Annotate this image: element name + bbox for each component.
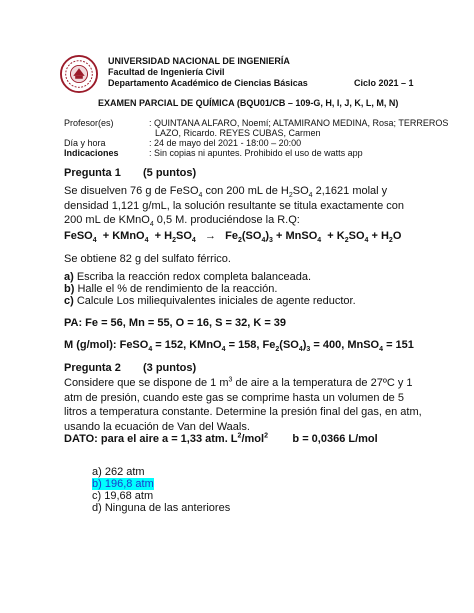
option-b-text: b) 196,8 atm (92, 478, 154, 490)
constant-b: b = 0,0366 L/mol (292, 433, 378, 445)
university-name: UNIVERSIDAD NACIONAL DE INGENIERÍA (108, 56, 290, 66)
sub-question-a-letter: a) (64, 271, 74, 283)
question-2-statement: Considere que se dispone de 1 $m^3$ de aire a la temperatura de 27ºC y 1 atm de presión, cuando este gas se comprime hasta un volumen de 5 litros a temperatura constante. Determine la presión final del gas, en atm, usando la ecuación de Van del Waals. (64, 376, 422, 433)
cycle-label: Ciclo 2021 – 1 (354, 78, 414, 88)
molecular-weights: M (g/mol): FeSO$_4$ = 152, KMnO$_4$ = 158, $Fe_2(SO_4)_3 = 400$, MnSO$_4$ = 151 (64, 339, 414, 354)
sub-question-c (64, 294, 356, 308)
date-value: : 24 de mayo del 2021 - 18:00 – 20:00 (149, 138, 302, 148)
university-seal-logo (60, 55, 98, 93)
faculty-name: Facultad de Ingeniería Civil (108, 67, 225, 77)
question-1-statement: Se disuelven 76 g de FeSO$_4$ con 200 mL de $H_2SO_4$ 2,1621 molal y densidad 1,121 g/mL, la solución resultante se titula exactamente con 200 mL de KMnO$_4$ 0,5 M. produciéndose la R.Q: (64, 185, 404, 229)
indications-value: : Sin copias ni apuntes. Prohibido el uso de watts app (149, 148, 363, 158)
sub-question-b-text: Halle el % de rendimiento de la reacción. (74, 283, 278, 295)
option-a: a) 262 atm (92, 466, 145, 478)
option-c: c) 19,68 atm (92, 490, 154, 502)
sub-question-c-letter: c) (64, 295, 74, 307)
obtained-mass-text: Se obtiene 82 g del sulfato férrico. (64, 253, 231, 265)
sub-question-b-letter: b) (64, 283, 75, 295)
question-2-points: (3 puntos) (143, 362, 197, 374)
vanderwaals-constants: DATO: para el aire a = 1,33 atm. $L^2/mol^2$ b = 0,0366 L/mol (64, 432, 378, 445)
professors-value-line1: : QUINTANA ALFARO, Noemí; ALTAMIRANO MEDINA, Rosa; TERREROS (149, 118, 449, 128)
department-name: Departamento Académico de Ciencias Básicas (108, 78, 308, 88)
option-d: d) Ninguna de las anteriores (92, 502, 231, 514)
question-2-heading: Pregunta 2 (64, 362, 121, 374)
date-label: Día y hora (64, 138, 106, 148)
professors-value-line2: LAZO, Ricardo. REYES CUBAS, Carmen (155, 128, 321, 138)
exam-title: EXAMEN PARCIAL DE QUÍMICA (BQU01/CB – 109-G, H, I, J, K, L, M, N) (98, 98, 399, 108)
question-1-points: (5 puntos) (143, 167, 197, 179)
redox-reaction-equation: FeSO$_4$ + KMnO$_4$ + $H_2SO_4 \to Fe_2(SO_4)_3$ + MnSO$_4$ + $K_2SO_4 + H_2O$ (64, 230, 402, 245)
professors-label: Profesor(es) (64, 118, 114, 128)
question-1-heading: Pregunta 1 (64, 167, 121, 179)
sub-question-c-text: Calcule Los miliequivalentes iniciales de agente reductor. (73, 295, 356, 307)
indications-label: Indicaciones (64, 148, 119, 158)
sub-question-a-text: Escriba la reacción redox completa balanceada. (73, 271, 312, 283)
atomic-weights: PA: Fe = 56, Mn = 55, O = 16, S = 32, K = 39 (64, 317, 287, 329)
